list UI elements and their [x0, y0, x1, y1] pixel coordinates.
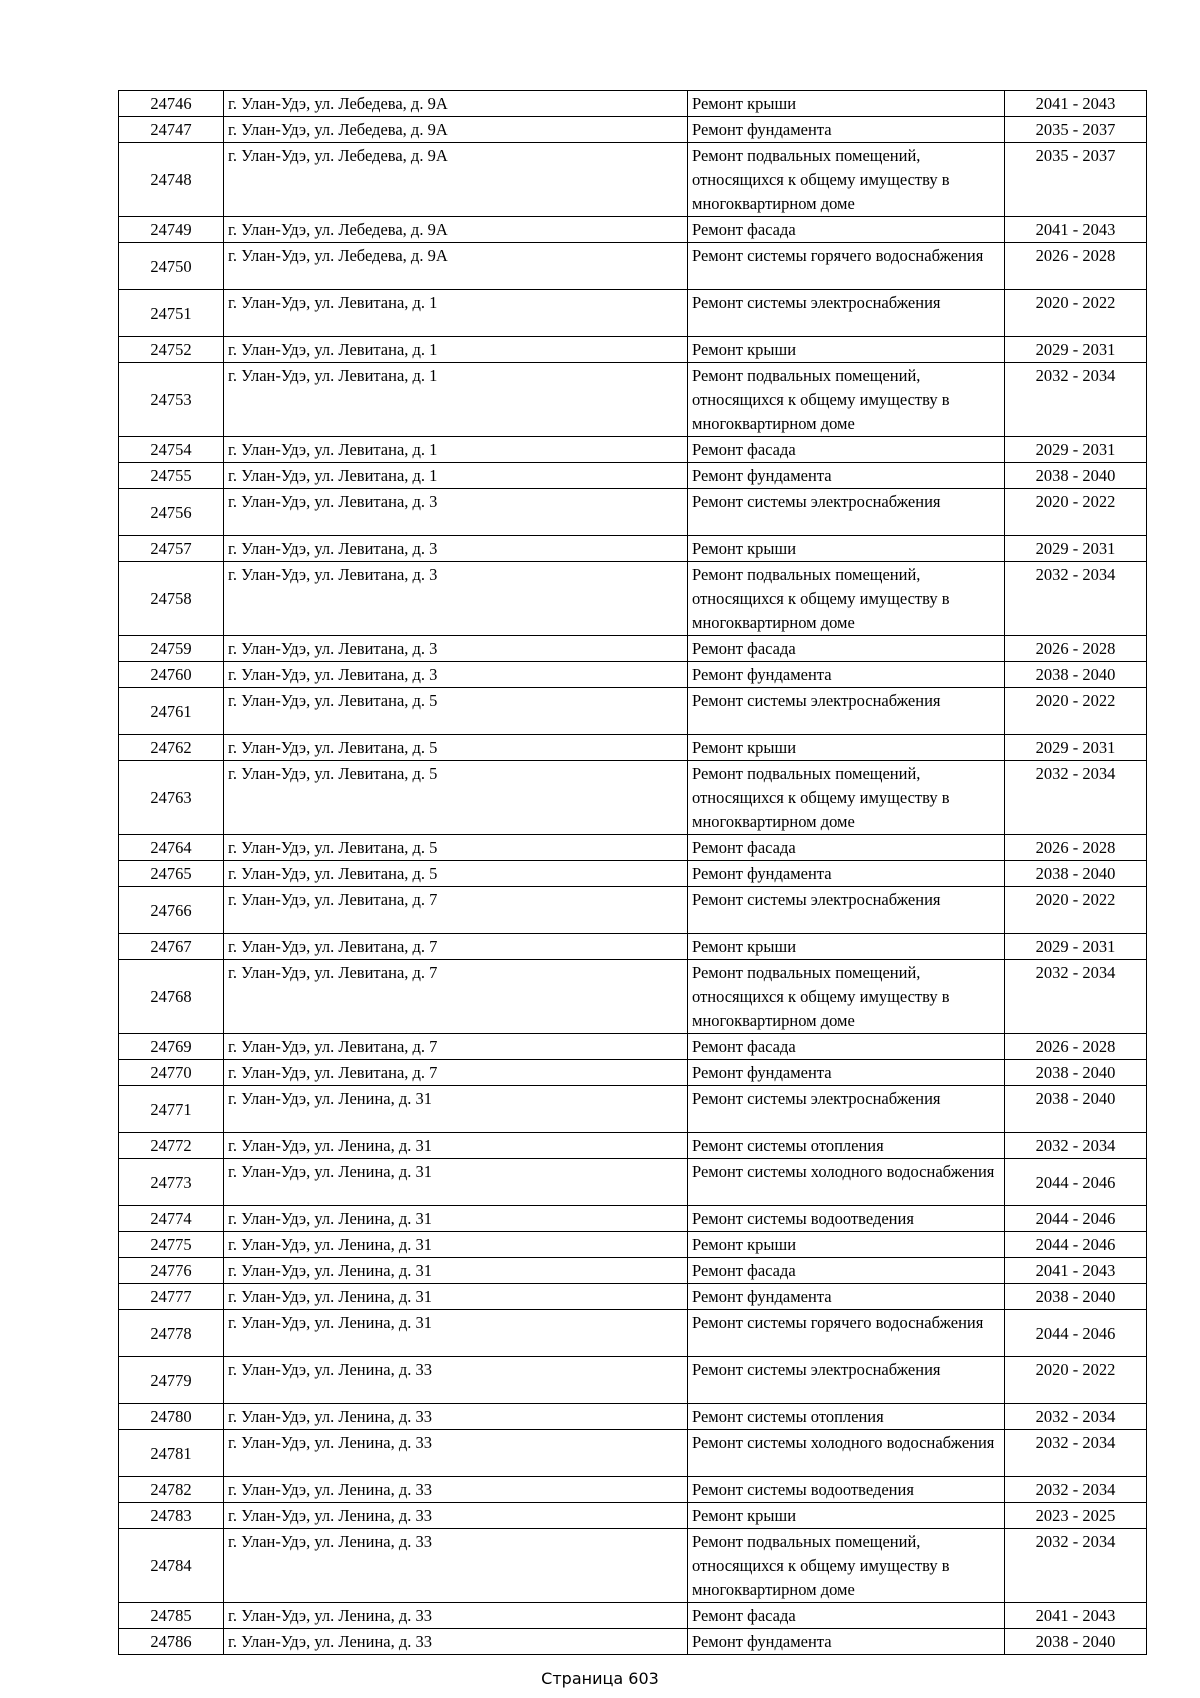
- work-type-cell: Ремонт фасада: [688, 217, 1005, 243]
- table-row: [119, 1232, 1147, 1258]
- table-row: [119, 536, 1147, 562]
- address-cell: г. Улан-Удэ, ул. Левитана, д. 7: [224, 1060, 688, 1086]
- row-number-cell: 24749: [119, 217, 224, 243]
- row-number-cell: 24783: [119, 1503, 224, 1529]
- row-number-cell: 24770: [119, 1060, 224, 1086]
- table-row: [119, 1258, 1147, 1284]
- work-type-cell: Ремонт подвальных помещений, относящихся к общему имуществу в многоквартирном доме: [688, 1529, 1005, 1603]
- period-cell: 2026 - 2028: [1005, 835, 1147, 861]
- work-type-cell: Ремонт фундамента: [688, 1629, 1005, 1655]
- row-number-cell: 24771: [119, 1086, 224, 1133]
- address-cell: г. Улан-Удэ, ул. Левитана, д. 5: [224, 761, 688, 835]
- address-cell: г. Улан-Удэ, ул. Левитана, д. 5: [224, 835, 688, 861]
- address-cell: г. Улан-Удэ, ул. Ленина, д. 31: [224, 1310, 688, 1357]
- period-cell: 2026 - 2028: [1005, 1034, 1147, 1060]
- address-cell: г. Улан-Удэ, ул. Левитана, д. 7: [224, 1034, 688, 1060]
- period-cell: 2032 - 2034: [1005, 1430, 1147, 1477]
- work-type-cell: Ремонт крыши: [688, 1232, 1005, 1258]
- work-type-cell: Ремонт фундамента: [688, 1060, 1005, 1086]
- address-cell: г. Улан-Удэ, ул. Ленина, д. 31: [224, 1258, 688, 1284]
- row-number-cell: 24777: [119, 1284, 224, 1310]
- work-type-cell: Ремонт крыши: [688, 536, 1005, 562]
- row-number-cell: 24785: [119, 1603, 224, 1629]
- address-cell: г. Улан-Удэ, ул. Левитана, д. 7: [224, 960, 688, 1034]
- period-cell: 2029 - 2031: [1005, 735, 1147, 761]
- address-cell: г. Улан-Удэ, ул. Левитана, д. 3: [224, 636, 688, 662]
- table-row: [119, 1404, 1147, 1430]
- row-number-cell: 24751: [119, 290, 224, 337]
- row-number-cell: 24759: [119, 636, 224, 662]
- period-cell: 2020 - 2022: [1005, 290, 1147, 337]
- table-row: [119, 960, 1147, 1034]
- work-type-cell: Ремонт системы электроснабжения: [688, 887, 1005, 934]
- address-cell: г. Улан-Удэ, ул. Левитана, д. 7: [224, 934, 688, 960]
- period-cell: 2041 - 2043: [1005, 217, 1147, 243]
- period-cell: 2044 - 2046: [1005, 1232, 1147, 1258]
- table-row: [119, 761, 1147, 835]
- table-row: [119, 562, 1147, 636]
- work-type-cell: Ремонт крыши: [688, 337, 1005, 363]
- period-cell: 2041 - 2043: [1005, 1258, 1147, 1284]
- row-number-cell: 24773: [119, 1159, 224, 1206]
- row-number-cell: 24781: [119, 1430, 224, 1477]
- address-cell: г. Улан-Удэ, ул. Ленина, д. 31: [224, 1232, 688, 1258]
- address-cell: г. Улан-Удэ, ул. Левитана, д. 1: [224, 337, 688, 363]
- period-cell: 2032 - 2034: [1005, 761, 1147, 835]
- table-row: [119, 636, 1147, 662]
- period-cell: 2032 - 2034: [1005, 363, 1147, 437]
- row-number-cell: 24772: [119, 1133, 224, 1159]
- period-cell: 2029 - 2031: [1005, 437, 1147, 463]
- row-number-cell: 24762: [119, 735, 224, 761]
- table-row: [119, 217, 1147, 243]
- work-type-cell: Ремонт фасада: [688, 1034, 1005, 1060]
- work-type-cell: Ремонт фасада: [688, 636, 1005, 662]
- address-cell: г. Улан-Удэ, ул. Ленина, д. 33: [224, 1603, 688, 1629]
- period-cell: 2029 - 2031: [1005, 536, 1147, 562]
- address-cell: г. Улан-Удэ, ул. Лебедева, д. 9А: [224, 143, 688, 217]
- row-number-cell: 24780: [119, 1404, 224, 1430]
- row-number-cell: 24757: [119, 536, 224, 562]
- row-number-cell: 24748: [119, 143, 224, 217]
- page-number: Страница 603: [541, 1669, 659, 1688]
- period-cell: 2041 - 2043: [1005, 91, 1147, 117]
- row-number-cell: 24760: [119, 662, 224, 688]
- work-type-cell: Ремонт крыши: [688, 934, 1005, 960]
- period-cell: 2041 - 2043: [1005, 1603, 1147, 1629]
- table-row: [119, 1477, 1147, 1503]
- work-type-cell: Ремонт фундамента: [688, 1284, 1005, 1310]
- work-type-cell: Ремонт подвальных помещений, относящихся к общему имуществу в многоквартирном доме: [688, 143, 1005, 217]
- work-type-cell: Ремонт системы горячего водоснабжения: [688, 243, 1005, 290]
- work-type-cell: Ремонт системы электроснабжения: [688, 688, 1005, 735]
- table-row: [119, 1357, 1147, 1404]
- table-row: [119, 1629, 1147, 1655]
- work-type-cell: Ремонт системы водоотведения: [688, 1477, 1005, 1503]
- work-type-cell: Ремонт фасада: [688, 1603, 1005, 1629]
- address-cell: г. Улан-Удэ, ул. Лебедева, д. 9А: [224, 117, 688, 143]
- table-row: [119, 1310, 1147, 1357]
- work-type-cell: Ремонт системы водоотведения: [688, 1206, 1005, 1232]
- address-cell: г. Улан-Удэ, ул. Левитана, д. 5: [224, 688, 688, 735]
- row-number-cell: 24769: [119, 1034, 224, 1060]
- table-row: [119, 243, 1147, 290]
- address-cell: г. Улан-Удэ, ул. Ленина, д. 33: [224, 1629, 688, 1655]
- row-number-cell: 24786: [119, 1629, 224, 1655]
- row-number-cell: 24750: [119, 243, 224, 290]
- period-cell: 2020 - 2022: [1005, 1357, 1147, 1404]
- address-cell: г. Улан-Удэ, ул. Левитана, д. 3: [224, 489, 688, 536]
- work-type-cell: Ремонт системы горячего водоснабжения: [688, 1310, 1005, 1357]
- address-cell: г. Улан-Удэ, ул. Лебедева, д. 9А: [224, 243, 688, 290]
- period-cell: 2038 - 2040: [1005, 1284, 1147, 1310]
- period-cell: 2044 - 2046: [1005, 1310, 1147, 1357]
- work-type-cell: Ремонт фундамента: [688, 117, 1005, 143]
- period-cell: 2029 - 2031: [1005, 337, 1147, 363]
- address-cell: г. Улан-Удэ, ул. Левитана, д. 1: [224, 363, 688, 437]
- work-type-cell: Ремонт подвальных помещений, относящихся к общему имуществу в многоквартирном доме: [688, 363, 1005, 437]
- work-type-cell: Ремонт фундамента: [688, 662, 1005, 688]
- address-cell: г. Улан-Удэ, ул. Ленина, д. 33: [224, 1357, 688, 1404]
- table-row: [119, 1133, 1147, 1159]
- table-row: [119, 1430, 1147, 1477]
- work-type-cell: Ремонт подвальных помещений, относящихся к общему имуществу в многоквартирном доме: [688, 960, 1005, 1034]
- table-row: [119, 1060, 1147, 1086]
- address-cell: г. Улан-Удэ, ул. Ленина, д. 31: [224, 1284, 688, 1310]
- table-row: [119, 861, 1147, 887]
- period-cell: 2038 - 2040: [1005, 662, 1147, 688]
- table-row: [119, 1529, 1147, 1603]
- table-row: [119, 117, 1147, 143]
- address-cell: г. Улан-Удэ, ул. Ленина, д. 33: [224, 1529, 688, 1603]
- period-cell: 2032 - 2034: [1005, 562, 1147, 636]
- address-cell: г. Улан-Удэ, ул. Левитана, д. 7: [224, 887, 688, 934]
- address-cell: г. Улан-Удэ, ул. Левитана, д. 5: [224, 735, 688, 761]
- period-cell: 2032 - 2034: [1005, 1477, 1147, 1503]
- work-type-cell: Ремонт системы холодного водоснабжения: [688, 1159, 1005, 1206]
- period-cell: 2026 - 2028: [1005, 636, 1147, 662]
- work-type-cell: Ремонт системы электроснабжения: [688, 1357, 1005, 1404]
- period-cell: 2038 - 2040: [1005, 861, 1147, 887]
- row-number-cell: 24758: [119, 562, 224, 636]
- table-row: [119, 1159, 1147, 1206]
- work-type-cell: Ремонт системы отопления: [688, 1133, 1005, 1159]
- row-number-cell: 24752: [119, 337, 224, 363]
- period-cell: 2038 - 2040: [1005, 1060, 1147, 1086]
- address-cell: г. Улан-Удэ, ул. Ленина, д. 31: [224, 1133, 688, 1159]
- work-type-cell: Ремонт подвальных помещений, относящихся к общему имуществу в многоквартирном доме: [688, 562, 1005, 636]
- row-number-cell: 24767: [119, 934, 224, 960]
- row-number-cell: 24747: [119, 117, 224, 143]
- period-cell: 2020 - 2022: [1005, 489, 1147, 536]
- table-row: [119, 463, 1147, 489]
- row-number-cell: 24765: [119, 861, 224, 887]
- work-type-cell: Ремонт системы электроснабжения: [688, 1086, 1005, 1133]
- table-row: [119, 489, 1147, 536]
- work-type-cell: Ремонт системы холодного водоснабжения: [688, 1430, 1005, 1477]
- table-row: [119, 437, 1147, 463]
- row-number-cell: 24746: [119, 91, 224, 117]
- table-row: [119, 835, 1147, 861]
- address-cell: г. Улан-Удэ, ул. Левитана, д. 5: [224, 861, 688, 887]
- work-type-cell: Ремонт системы электроснабжения: [688, 290, 1005, 337]
- work-type-cell: Ремонт крыши: [688, 91, 1005, 117]
- row-number-cell: 24775: [119, 1232, 224, 1258]
- period-cell: 2020 - 2022: [1005, 887, 1147, 934]
- period-cell: 2035 - 2037: [1005, 117, 1147, 143]
- table-row: [119, 1206, 1147, 1232]
- address-cell: г. Улан-Удэ, ул. Ленина, д. 33: [224, 1477, 688, 1503]
- period-cell: 2032 - 2034: [1005, 960, 1147, 1034]
- address-cell: г. Улан-Удэ, ул. Левитана, д. 1: [224, 437, 688, 463]
- address-cell: г. Улан-Удэ, ул. Левитана, д. 3: [224, 562, 688, 636]
- table-row: [119, 337, 1147, 363]
- work-type-cell: Ремонт крыши: [688, 735, 1005, 761]
- address-cell: г. Улан-Удэ, ул. Левитана, д. 1: [224, 290, 688, 337]
- row-number-cell: 24761: [119, 688, 224, 735]
- address-cell: г. Улан-Удэ, ул. Лебедева, д. 9А: [224, 91, 688, 117]
- table-row: [119, 143, 1147, 217]
- table-row: [119, 735, 1147, 761]
- address-cell: г. Улан-Удэ, ул. Лебедева, д. 9А: [224, 217, 688, 243]
- work-type-cell: Ремонт фундамента: [688, 861, 1005, 887]
- address-cell: г. Улан-Удэ, ул. Левитана, д. 1: [224, 463, 688, 489]
- address-cell: г. Улан-Удэ, ул. Левитана, д. 3: [224, 536, 688, 562]
- period-cell: 2044 - 2046: [1005, 1159, 1147, 1206]
- table-row: [119, 290, 1147, 337]
- table-row: [119, 887, 1147, 934]
- row-number-cell: 24766: [119, 887, 224, 934]
- address-cell: г. Улан-Удэ, ул. Ленина, д. 33: [224, 1404, 688, 1430]
- address-cell: г. Улан-Удэ, ул. Левитана, д. 3: [224, 662, 688, 688]
- row-number-cell: 24763: [119, 761, 224, 835]
- table-row: [119, 1603, 1147, 1629]
- period-cell: 2038 - 2040: [1005, 463, 1147, 489]
- address-cell: г. Улан-Удэ, ул. Ленина, д. 31: [224, 1159, 688, 1206]
- period-cell: 2020 - 2022: [1005, 688, 1147, 735]
- table-row: [119, 662, 1147, 688]
- row-number-cell: 24782: [119, 1477, 224, 1503]
- work-type-cell: Ремонт системы отопления: [688, 1404, 1005, 1430]
- table-row: [119, 688, 1147, 735]
- work-type-cell: Ремонт фасада: [688, 835, 1005, 861]
- period-cell: 2035 - 2037: [1005, 143, 1147, 217]
- table-row: [119, 1503, 1147, 1529]
- table-row: [119, 363, 1147, 437]
- period-cell: 2038 - 2040: [1005, 1629, 1147, 1655]
- work-type-cell: Ремонт фасада: [688, 437, 1005, 463]
- row-number-cell: 24778: [119, 1310, 224, 1357]
- table-row: [119, 934, 1147, 960]
- period-cell: 2029 - 2031: [1005, 934, 1147, 960]
- row-number-cell: 24755: [119, 463, 224, 489]
- repair-schedule-table: [118, 90, 1147, 1655]
- row-number-cell: 24779: [119, 1357, 224, 1404]
- period-cell: 2044 - 2046: [1005, 1206, 1147, 1232]
- period-cell: 2023 - 2025: [1005, 1503, 1147, 1529]
- row-number-cell: 24753: [119, 363, 224, 437]
- address-cell: г. Улан-Удэ, ул. Ленина, д. 33: [224, 1430, 688, 1477]
- row-number-cell: 24768: [119, 960, 224, 1034]
- work-type-cell: Ремонт фундамента: [688, 463, 1005, 489]
- period-cell: 2032 - 2034: [1005, 1404, 1147, 1430]
- table-row: [119, 1034, 1147, 1060]
- work-type-cell: Ремонт крыши: [688, 1503, 1005, 1529]
- table-row: [119, 1284, 1147, 1310]
- row-number-cell: 24784: [119, 1529, 224, 1603]
- row-number-cell: 24756: [119, 489, 224, 536]
- period-cell: 2032 - 2034: [1005, 1529, 1147, 1603]
- period-cell: 2038 - 2040: [1005, 1086, 1147, 1133]
- row-number-cell: 24774: [119, 1206, 224, 1232]
- table-row: [119, 91, 1147, 117]
- table-body: [119, 91, 1147, 1655]
- work-type-cell: Ремонт подвальных помещений, относящихся к общему имуществу в многоквартирном доме: [688, 761, 1005, 835]
- table-row: [119, 1086, 1147, 1133]
- work-type-cell: Ремонт фасада: [688, 1258, 1005, 1284]
- row-number-cell: 24764: [119, 835, 224, 861]
- address-cell: г. Улан-Удэ, ул. Ленина, д. 31: [224, 1086, 688, 1133]
- row-number-cell: 24754: [119, 437, 224, 463]
- address-cell: г. Улан-Удэ, ул. Ленина, д. 31: [224, 1206, 688, 1232]
- period-cell: 2032 - 2034: [1005, 1133, 1147, 1159]
- address-cell: г. Улан-Удэ, ул. Ленина, д. 33: [224, 1503, 688, 1529]
- period-cell: 2026 - 2028: [1005, 243, 1147, 290]
- work-type-cell: Ремонт системы электроснабжения: [688, 489, 1005, 536]
- row-number-cell: 24776: [119, 1258, 224, 1284]
